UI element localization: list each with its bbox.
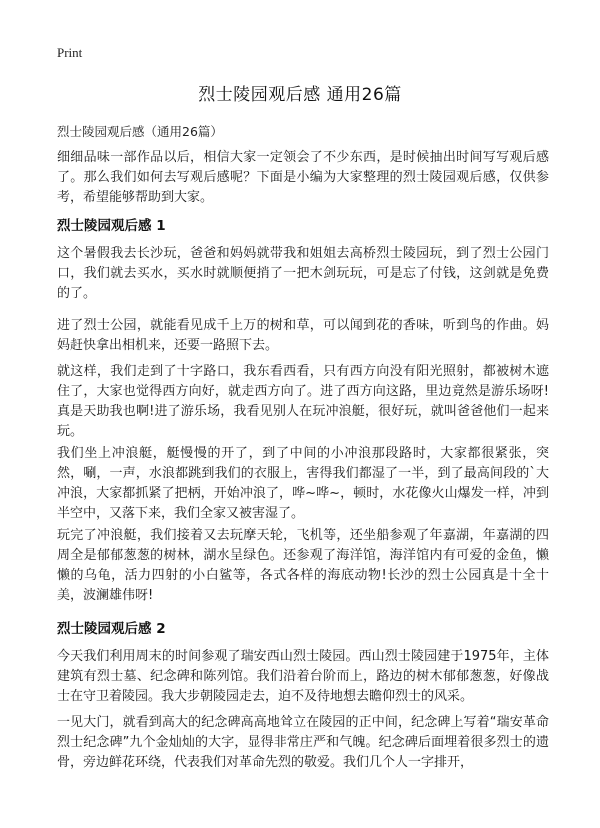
section-2-paragraph-1: 今天我们利用周末的时间参观了瑞安西山烈士陵园。西山烈士陵园建于1975年，主体建筑有烈士墓、纪念碑和陈列馆。我们沿着台阶而上，路边的树木郁郁葱葱，好像战士在守卫着陵园。我大步朝陵园走去，迫不及待地想去瞻仰烈士的风采。 <box>57 649 549 704</box>
section-1-paragraph-5: 玩完了冲浪艇，我们接着又去玩摩天轮，飞机等，还坐船参观了年嘉湖，年嘉湖的四周全是郁郁葱葱的树林，湖水呈绿色。还参观了海洋馆，海洋馆内有可爱的金鱼，懒懒的乌龟，活力四射的小白鲨等，各式各样的海底动物!长沙的烈士公园真是十全十美，波澜雄伟呀! <box>57 528 549 603</box>
page-title: 烈士陵园观后感 通用26篇 <box>198 85 402 105</box>
section-2-paragraph-2: 一见大门，就看到高大的纪念碑高高地耸立在陵园的正中间，纪念碑上写着“瑞安革命烈士纪念碑”九个金灿灿的大字，显得非常庄严和气魄。纪念碑后面埋着很多烈士的遗骨，旁边鲜花环绕，代表我们对革命先烈的敬爱。我们几个人一字排开， <box>57 715 549 770</box>
section-1-paragraph-2: 进了烈士公园，就能看见成千上万的树和草，可以闻到花的香味，听到鸟的作曲。妈妈赶快拿出相机来，还要一路照下去。 <box>57 318 549 353</box>
document-subtitle: 烈士陵园观后感（通用26篇） <box>57 124 223 139</box>
section-1-heading: 烈士陵园观后感 1 <box>57 218 166 234</box>
section-2-heading: 烈士陵园观后感 2 <box>57 621 166 637</box>
section-1-paragraph-4: 我们坐上冲浪艇，艇慢慢的开了，到了中间的小冲浪那段路时，大家都很紧张，突然，唰，一声，水浪都跳到我们的衣服上，害得我们都湿了一半，到了最高间段的`大冲浪，大家都抓紧了把柄，开始冲浪了，哗~哗~，顿时，水花像火山爆发一样，冲到半空中，又落下来，我们全家又被害湿了。 <box>57 446 549 521</box>
print-link[interactable]: Print <box>57 45 83 60</box>
section-1-paragraph-1: 这个暑假我去长沙玩，爸爸和妈妈就带我和姐姐去高桥烈士陵园玩，到了烈士公园门口，我们就去买水，买水时就顺便捎了一把木剑玩玩，可是忘了付钱，这剑就是免费的了。 <box>57 246 549 301</box>
intro-paragraph: 细细品味一部作品以后，相信大家一定领会了不少东西，是时候抽出时间写写观后感了。那么我们如何去写观后感呢？下面是小编为大家整理的烈士陵园观后感，仅供参考，希望能够帮助到大家。 <box>57 150 549 205</box>
section-1-paragraph-3: 就这样，我们走到了十字路口，我东看西看，只有西方向没有阳光照射，都被树木遮住了，大家也觉得西方向好，就走西方向了。进了西方向这路，里边竟然是游乐场呀!真是天助我也啊!进了游乐场，我看见别人在玩冲浪艇，很好玩，就叫爸爸他们一起来玩。 <box>57 364 549 439</box>
